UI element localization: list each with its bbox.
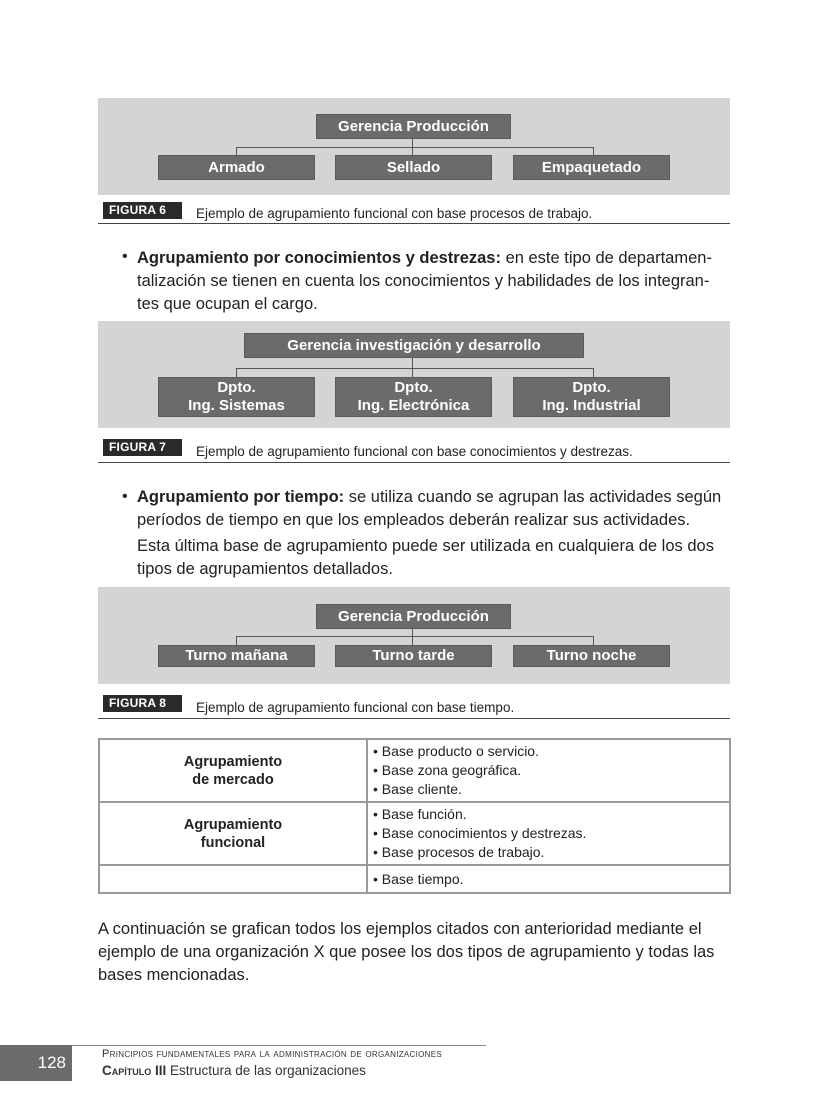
- table-cell-label: [99, 865, 367, 893]
- figure-caption: Ejemplo de agrupamiento funcional con base conocimientos y destrezas.: [196, 444, 633, 459]
- bullet-text: períodos de tiempo en que los empleados deberán realizar sus actividades.: [137, 511, 691, 529]
- table-cell-items: [367, 802, 730, 865]
- table-row: [99, 865, 730, 893]
- org-box-child: Turno noche: [513, 645, 670, 667]
- list-item: • Base función.: [373, 806, 467, 822]
- table-cell-label: [99, 802, 367, 865]
- box-line: Dpto.: [217, 379, 256, 396]
- figure-label: FIGURA 8: [103, 695, 182, 712]
- connector: [236, 368, 237, 377]
- bullet-paragraph: [137, 247, 737, 316]
- list-item: • Base procesos de trabajo.: [373, 844, 545, 860]
- box-line: Ing. Sistemas: [188, 397, 285, 414]
- chapter-line: [102, 1063, 366, 1078]
- org-box-child: Armado: [158, 155, 315, 180]
- table-cell-items: [367, 739, 730, 802]
- chapter-title: Estructura de las organizaciones: [166, 1063, 366, 1078]
- box-line: Ing. Electrónica: [357, 397, 470, 414]
- cell-text: de mercado: [192, 771, 274, 788]
- org-box-top: Gerencia Producción: [316, 604, 511, 629]
- bullet-marker: •: [122, 488, 128, 505]
- org-box-child: Sellado: [335, 155, 492, 180]
- bullet-text: en este tipo de departamen-: [500, 249, 712, 267]
- table-row: [99, 739, 730, 802]
- org-box-child: [158, 377, 315, 417]
- connector: [236, 636, 237, 645]
- grouping-table: [98, 738, 731, 894]
- connector: [593, 147, 594, 155]
- bullet-text: se utiliza cuando se agrupan las actividades según: [344, 488, 722, 506]
- bullet-text: talización se tienen en cuenta los conocimientos y habilidades de los integran-: [137, 272, 710, 290]
- bullet-paragraph: [137, 486, 737, 581]
- cell-text: funcional: [200, 834, 266, 851]
- table-row: [99, 802, 730, 865]
- org-box-child: Turno tarde: [335, 645, 492, 667]
- list-item: • Base conocimientos y destrezas.: [373, 825, 587, 841]
- connector: [236, 147, 594, 148]
- connector: [412, 139, 413, 147]
- footer-rule: [72, 1045, 486, 1046]
- table-cell-items: [367, 865, 730, 893]
- connector: [593, 636, 594, 645]
- caption-rule: [98, 462, 730, 463]
- bullet-text: Esta última base de agrupamiento puede ser utilizada en cualquiera de los dos: [137, 537, 714, 555]
- org-box-child: [335, 377, 492, 417]
- caption-rule: [98, 718, 730, 719]
- org-box-top: Gerencia Producción: [316, 114, 511, 139]
- book-title: Principios fundamentales para la administración de organizaciones: [102, 1048, 443, 1060]
- bullet-marker: •: [122, 248, 128, 265]
- figure7-panel: [98, 321, 730, 428]
- cell-text: Agrupamiento: [183, 753, 283, 770]
- box-line: Dpto.: [572, 379, 611, 396]
- connector: [412, 358, 413, 368]
- connector: [236, 368, 594, 369]
- bullet-heading: Agrupamiento por tiempo:: [137, 488, 345, 506]
- connector: [412, 636, 413, 645]
- list-item: • Base producto o servicio.: [373, 743, 539, 759]
- connector: [593, 368, 594, 377]
- figure8-panel: [98, 587, 730, 684]
- org-box-child: [513, 377, 670, 417]
- figure6-panel: [98, 98, 730, 195]
- box-line: Dpto.: [394, 379, 433, 396]
- caption-rule: [98, 223, 730, 224]
- figure-label: FIGURA 7: [103, 439, 182, 456]
- connector: [412, 147, 413, 155]
- figure-caption: Ejemplo de agrupamiento funcional con base tiempo.: [196, 700, 515, 715]
- org-box-top: Gerencia investigación y desarrollo: [244, 333, 584, 358]
- page-number: 128: [0, 1045, 72, 1081]
- connector: [236, 147, 237, 155]
- box-line: Ing. Industrial: [542, 397, 641, 414]
- list-item: • Base cliente.: [373, 781, 462, 797]
- connector: [412, 368, 413, 377]
- bullet-heading: Agrupamiento por conocimientos y destrezas:: [137, 249, 501, 267]
- bullet-text: tes que ocupan el cargo.: [137, 295, 318, 313]
- list-item: • Base tiempo.: [373, 870, 464, 887]
- paragraph-line: ejemplo de una organización X que posee los dos tipos de agrupamiento y todas las: [98, 943, 715, 961]
- paragraph-line: A continuación se grafican todos los ejemplos citados con anterioridad mediante el: [98, 920, 702, 938]
- org-box-child: Turno mañana: [158, 645, 315, 667]
- org-box-child: Empaquetado: [513, 155, 670, 180]
- table-cell-label: [99, 739, 367, 802]
- cell-text: Agrupamiento: [183, 816, 283, 833]
- chapter-label: Capítulo III: [102, 1063, 167, 1078]
- figure-caption: Ejemplo de agrupamiento funcional con base procesos de trabajo.: [196, 206, 593, 221]
- connector: [236, 636, 594, 637]
- figure-label: FIGURA 6: [103, 202, 182, 219]
- list-item: • Base zona geográfica.: [373, 762, 522, 778]
- paragraph-line: bases mencionadas.: [98, 966, 250, 984]
- bullet-text: tipos de agrupamientos detallados.: [137, 560, 393, 578]
- closing-paragraph: [98, 918, 738, 987]
